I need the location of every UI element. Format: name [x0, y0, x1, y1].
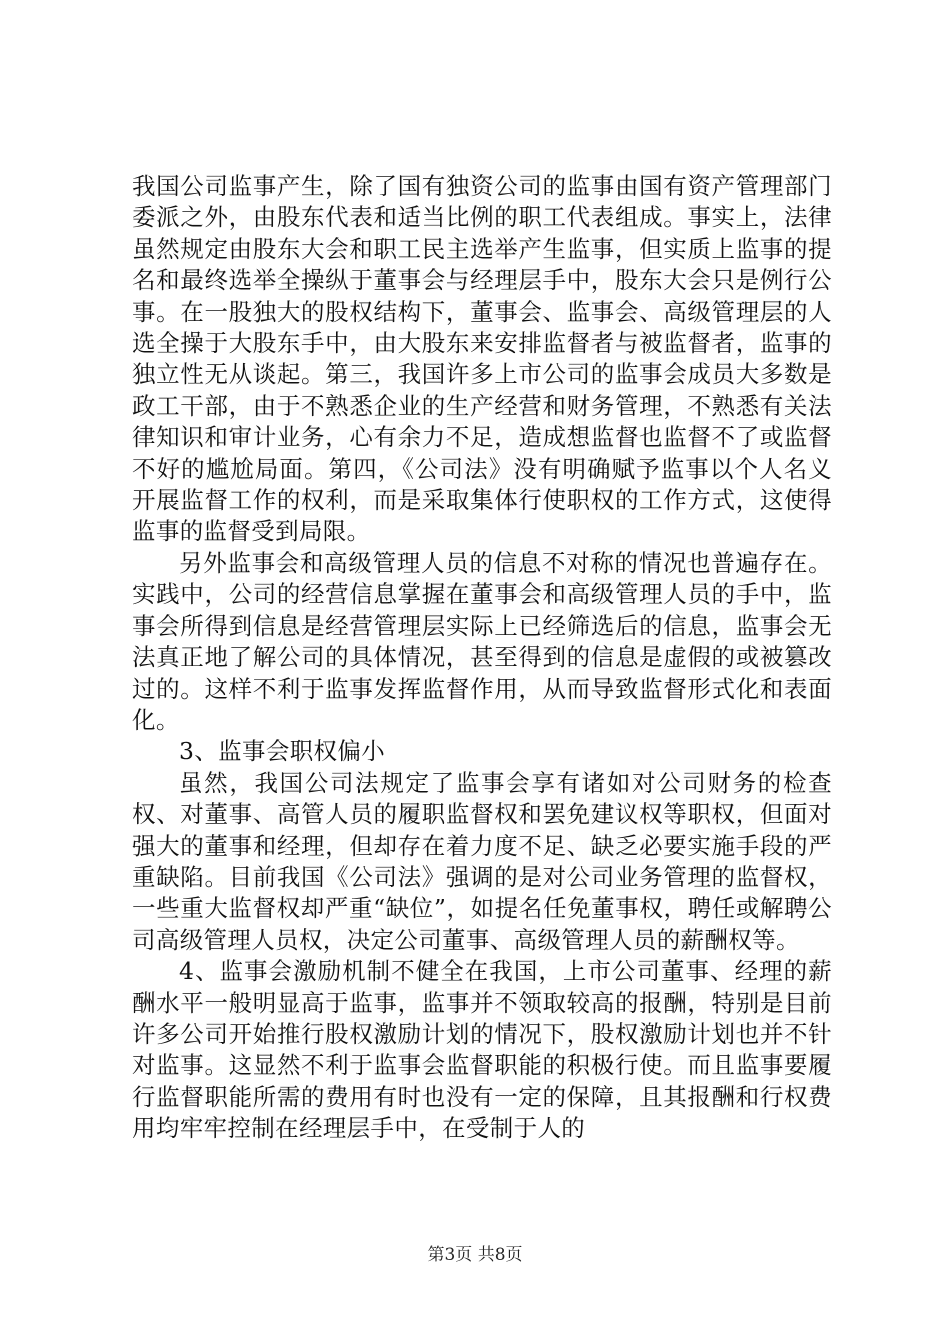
paragraph-incentive-mechanism: 4、监事会激励机制不健全在我国，上市公司董事、经理的薪酬水平一般明显高于监事，监事并不领取较高的报酬，特别是目前许多公司开始推行股权激励计划的情况下，股权激励计划也并不针对监事。这显然不利于监事会监督职能的积极行使。而且监事要履行监督职能所需的费用有时也没有一定的保障，且其报酬和行权费用均牢牢控制在经理层手中，在受制于人的 [132, 957, 832, 1143]
paragraph-supervisor-selection: 我国公司监事产生，除了国有独资公司的监事由国有资产管理部门委派之外，由股东代表和适当比例的职工代表组成。事实上，法律虽然规定由股东大会和职工民主选举产生监事，但实质上监事的提名和最终选举全操纵于董事会与经理层手中，股东大会只是例行公事。在一股独大的股权结构下，董事会、监事会、高级管理层的人选全操于大股东手中，由大股东来安排监督者与被监督者，监事的独立性无从谈起。第三，我国许多上市公司的监事会成员大多数是政工干部，由于不熟悉企业的生产经营和财务管理，不熟悉有关法律知识和审计业务，心有余力不足，造成想监督也监督不了或监督不好的尴尬局面。第四，《公司法》没有明确赋予监事以个人名义开展监督工作的权利，而是采取集体行使职权的工作方式，这使得监事的监督受到局限。 [132, 172, 832, 546]
page-number-footer: 第3页 共8页 [427, 1245, 523, 1265]
section-heading-powers: 3、监事会职权偏小 [179, 737, 386, 766]
document-body [132, 171, 832, 1145]
paragraph-information-asymmetry: 另外监事会和高级管理人员的信息不对称的情况也普遍存在。实践中，公司的经营信息掌握在董事会和高级管理人员的手中，监事会所得到信息是经营管理层实际上已经筛选后的信息，监事会无法真正地了解公司的具体情况，甚至得到的信息是虚假的或被篡改过的。这样不利于监事发挥监督作用，从而导致监督形式化和表面化。 [132, 548, 832, 734]
paragraph-supervisory-powers: 虽然，我国公司法规定了监事会享有诸如对公司财务的检查权、对董事、高管人员的履职监督权和罢免建议权等职权，但面对强大的董事和经理，但却存在着力度不足、缺乏必要实施手段的严重缺陷。目前我国《公司法》强调的是对公司业务管理的监督权，一些重大监督权却严重“缺位”，如提名任免董事权，聘任或解聘公司高级管理人员权，决定公司董事、高级管理人员的薪酬权等。 [132, 768, 832, 954]
